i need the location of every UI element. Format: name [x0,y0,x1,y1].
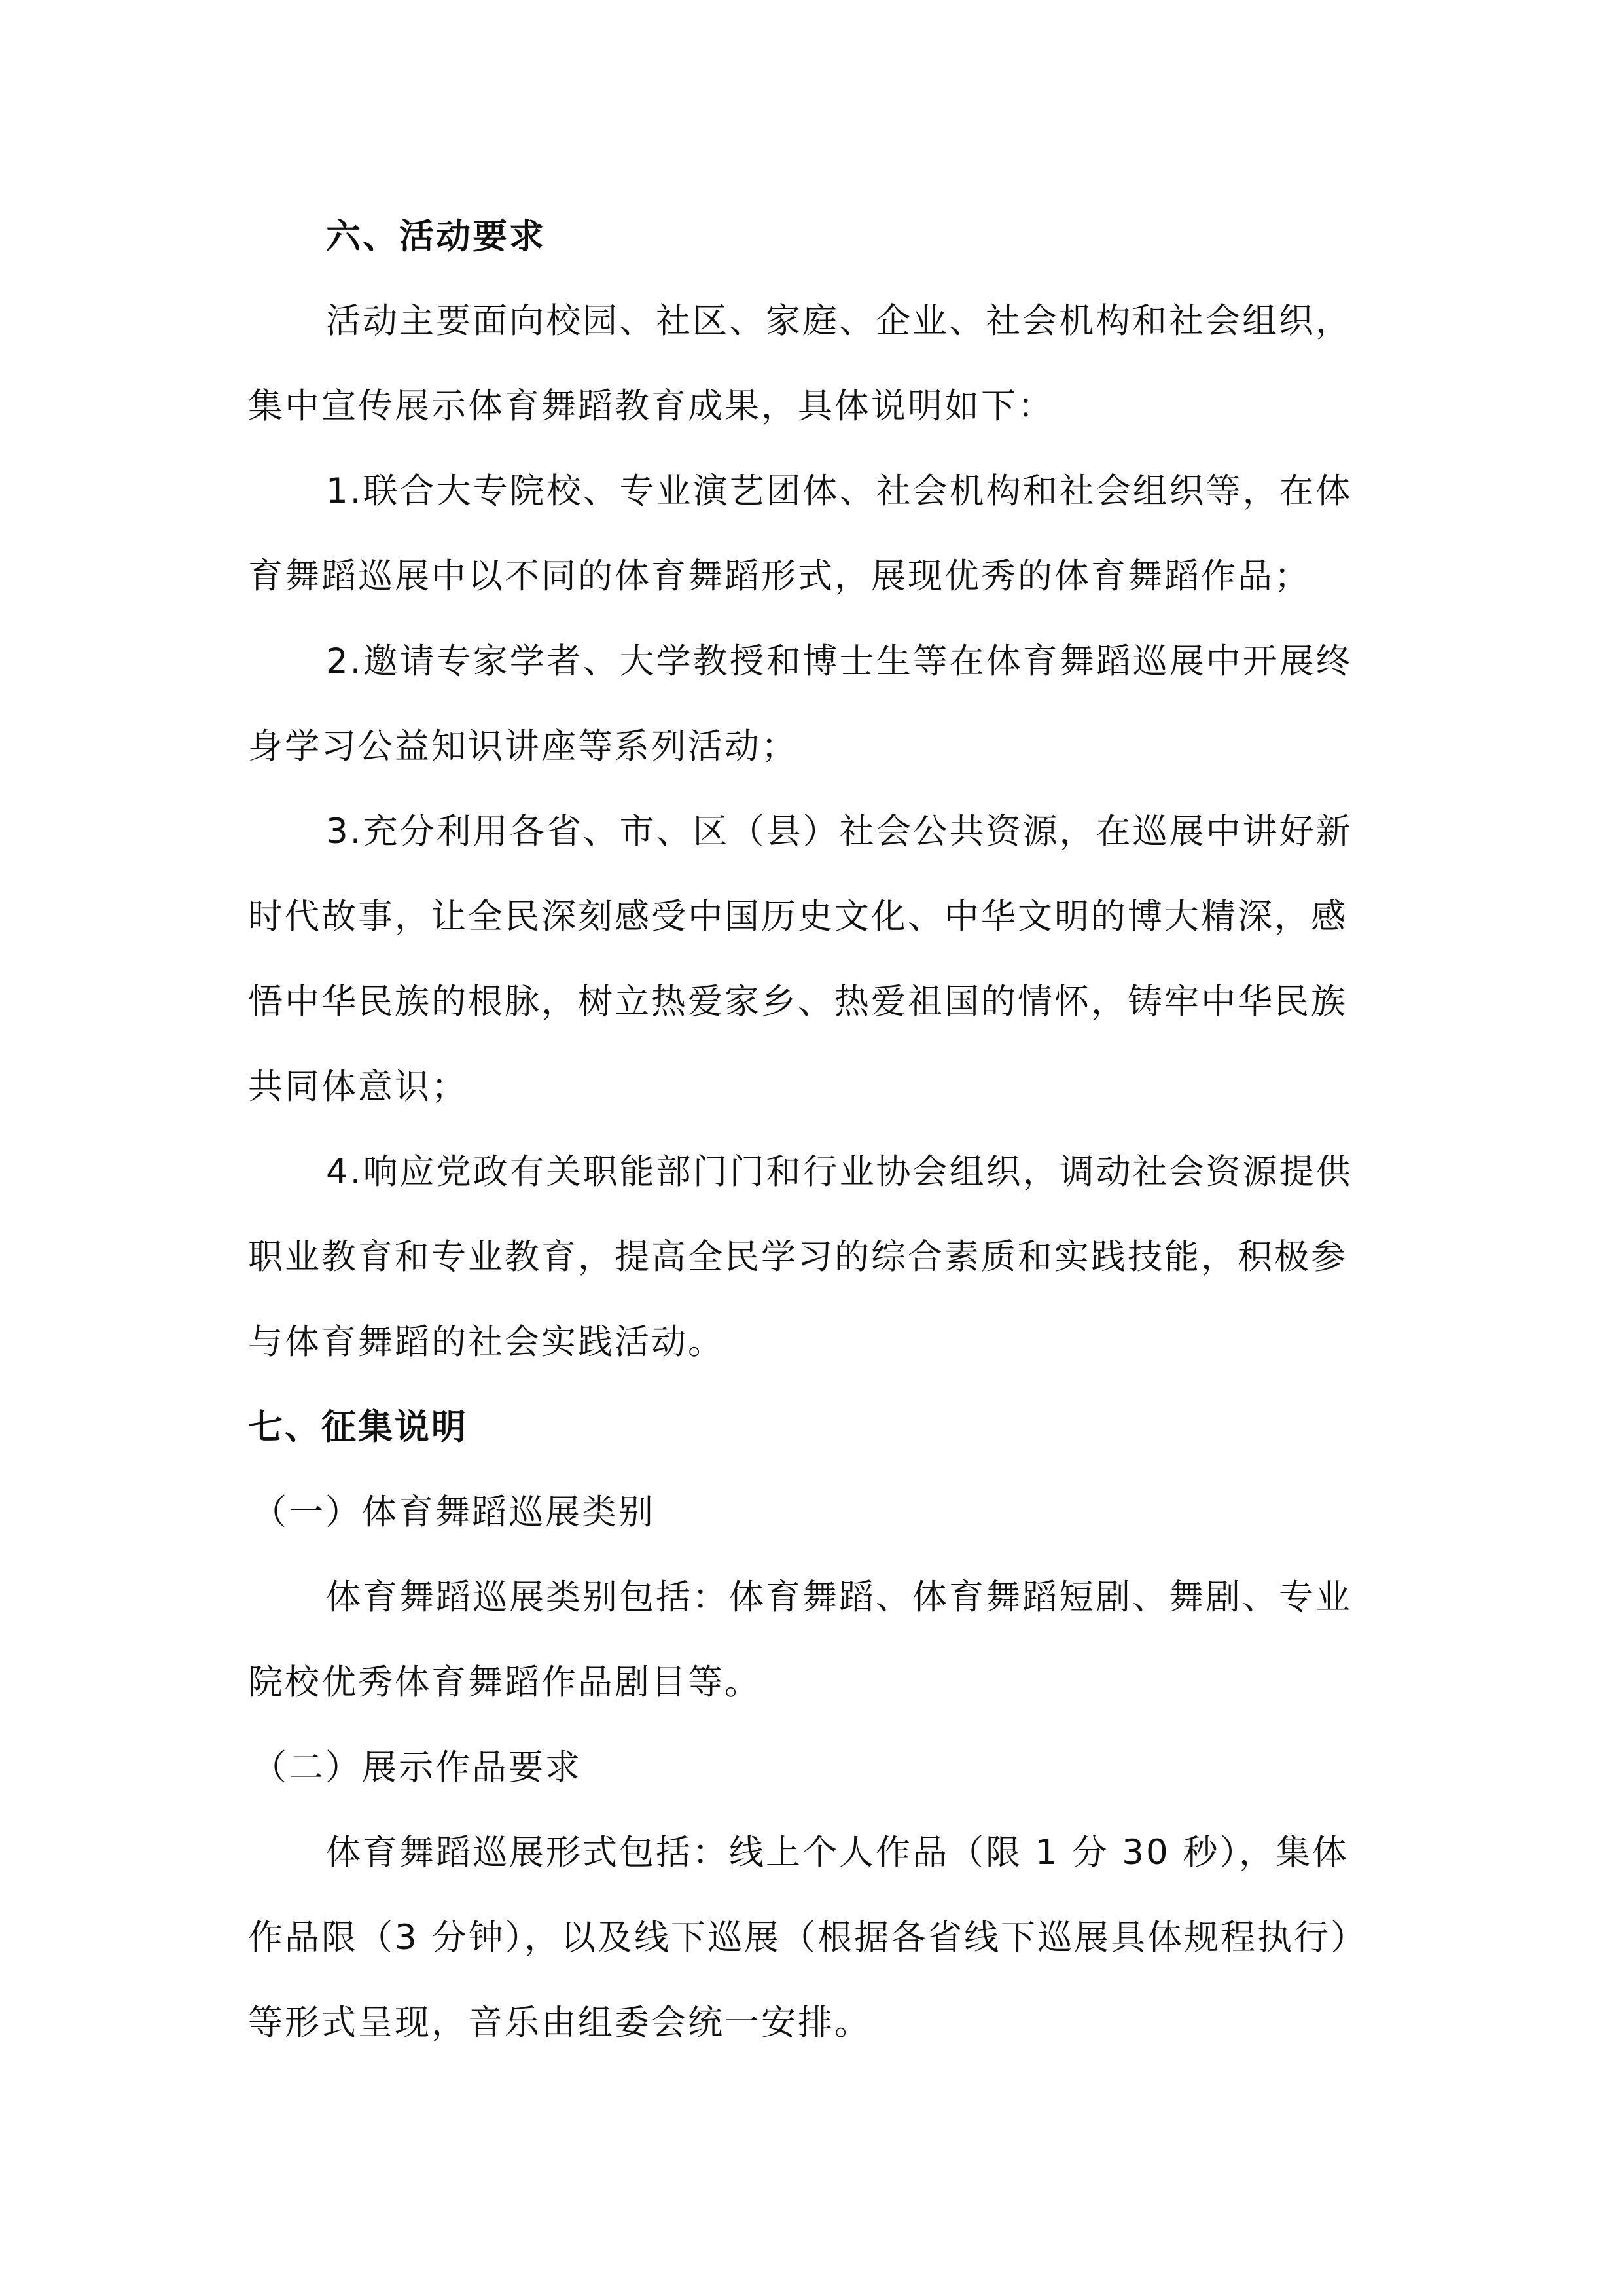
section-7-sub-1-text: 体育舞蹈巡展类别包括：体育舞蹈、体育舞蹈短剧、舞剧、专业院校优秀体育舞蹈作品剧目等。 [248,1577,1352,1702]
section-6-item-2: 2.邀请专家学者、大学教授和博士生等在体育舞蹈巡展中开展终身学习公益知识讲座等系列活动； [248,641,1353,766]
section-6-item-4: 4.响应党政有关职能部门门和行业协会组织，调动社会资源提供职业教育和专业教育，提高全民学习的综合素质和实践技能，积极参与体育舞蹈的社会实践活动。 [248,1152,1353,1362]
section-6-heading: 六、活动要求 [326,217,546,257]
section-7-sub-2-heading: （二）展示作品要求 [252,1748,582,1787]
section-6-item-1: 1.联合大专院校、专业演艺团体、社会机构和社会组织等，在体育舞蹈巡展中以不同的体育舞蹈形式，展现优秀的体育舞蹈作品； [248,471,1353,596]
section-7-heading: 七、征集说明 [248,1407,468,1447]
section-6-item-3: 3.充分利用各省、市、区（县）社会公共资源，在巡展中讲好新时代故事，让全民深刻感受中国历史文化、中华文明的博大精深，感悟中华民族的根脉，树立热爱家乡、热爱祖国的情怀，铸牢中华民族共同体意识； [248,812,1353,1107]
section-7-sub-1-heading: （一）体育舞蹈巡展类别 [252,1492,655,1532]
section-7-sub-2-text: 体育舞蹈巡展形式包括：线上个人作品（限 1 分 30 秒），集体作品限（3 分钟），以及线下巡展（根据各省线下巡展具体规程执行）等形式呈现，音乐由组委会统一安排。 [248,1833,1368,2043]
section-6-intro: 活动主要面向校园、社区、家庭、企业、社会机构和社会组织，集中宣传展示体育舞蹈教育成果，具体说明如下： [248,301,1352,426]
